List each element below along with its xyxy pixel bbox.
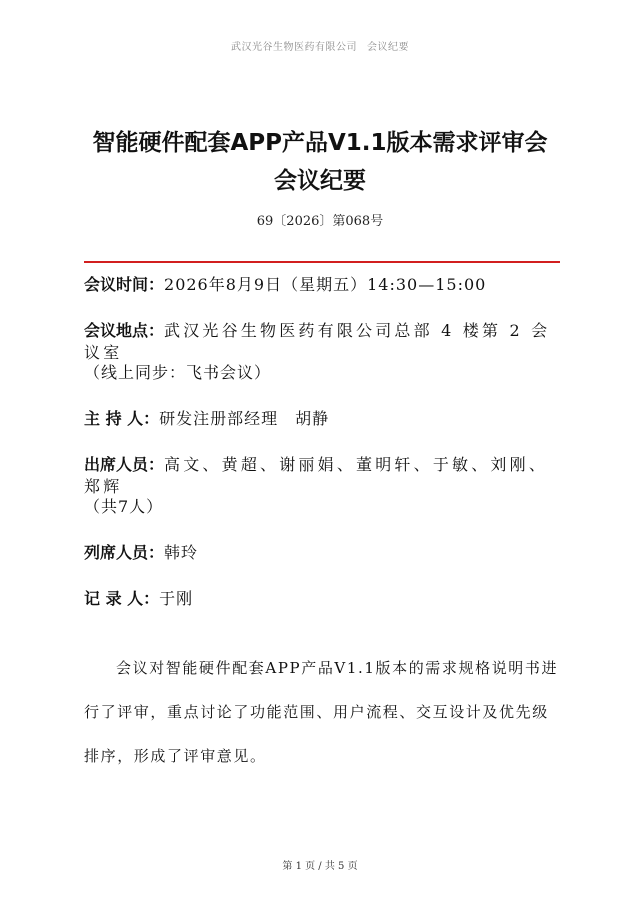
meeting-observers-label: 列席人员： bbox=[84, 543, 165, 562]
meeting-attendees-continued bbox=[84, 496, 564, 518]
body-paragraph: 会议对智能硬件配套APP产品V1.1版本的需求规格说明书进行了评审，重点讨论了功能范围、用户流程、交互设计及优先级排序，形成了评审意见。 bbox=[84, 659, 559, 765]
meeting-recorder-value: 于刚 bbox=[159, 589, 194, 608]
document-title bbox=[60, 124, 580, 200]
meeting-recorder-label: 记 录 人： bbox=[84, 589, 160, 608]
meeting-time-row bbox=[84, 274, 564, 296]
meeting-attendees-value: 高文、黄超、谢丽娟、董明轩、于敏、刘刚、郑辉 bbox=[84, 455, 549, 496]
header-company: 武汉光谷生物医药有限公司 bbox=[231, 42, 357, 53]
header-doc-type: 会议纪要 bbox=[367, 42, 409, 53]
meeting-time-value: 2026年8月9日（星期五）14:30—15:00 bbox=[164, 275, 487, 294]
meeting-location-continued bbox=[84, 362, 564, 384]
meeting-location-value: 武汉光谷生物医药有限公司总部 4 楼第 2 会议室 bbox=[84, 321, 551, 362]
meeting-location-row bbox=[84, 320, 564, 364]
meeting-observers-row bbox=[84, 542, 564, 564]
meeting-location-label: 会议地点： bbox=[84, 321, 165, 340]
meeting-host-row bbox=[84, 408, 564, 430]
title-line-1: 智能硬件配套APP产品V1.1版本需求评审会 bbox=[92, 130, 548, 156]
meeting-host-label: 主 持 人： bbox=[84, 409, 160, 428]
meeting-attendees-count: （共7人） bbox=[84, 497, 164, 516]
meeting-host-value: 研发注册部经理 胡静 bbox=[159, 409, 330, 428]
meeting-attendees-label: 出席人员： bbox=[84, 455, 165, 474]
meeting-attendees-row bbox=[84, 454, 564, 498]
red-divider bbox=[84, 261, 560, 263]
page-footer: 第 1 页 / 共 5 页 bbox=[282, 861, 358, 872]
title-line-2: 会议纪要 bbox=[274, 168, 366, 194]
page-header bbox=[0, 38, 640, 53]
meeting-time-label: 会议时间： bbox=[84, 275, 165, 294]
meeting-location-online: （线上同步：飞书会议） bbox=[84, 363, 272, 382]
meeting-recorder-row bbox=[84, 588, 564, 610]
document-number: 69〔2026〕第068号 bbox=[256, 214, 384, 229]
meeting-observers-value: 韩玲 bbox=[164, 543, 199, 562]
